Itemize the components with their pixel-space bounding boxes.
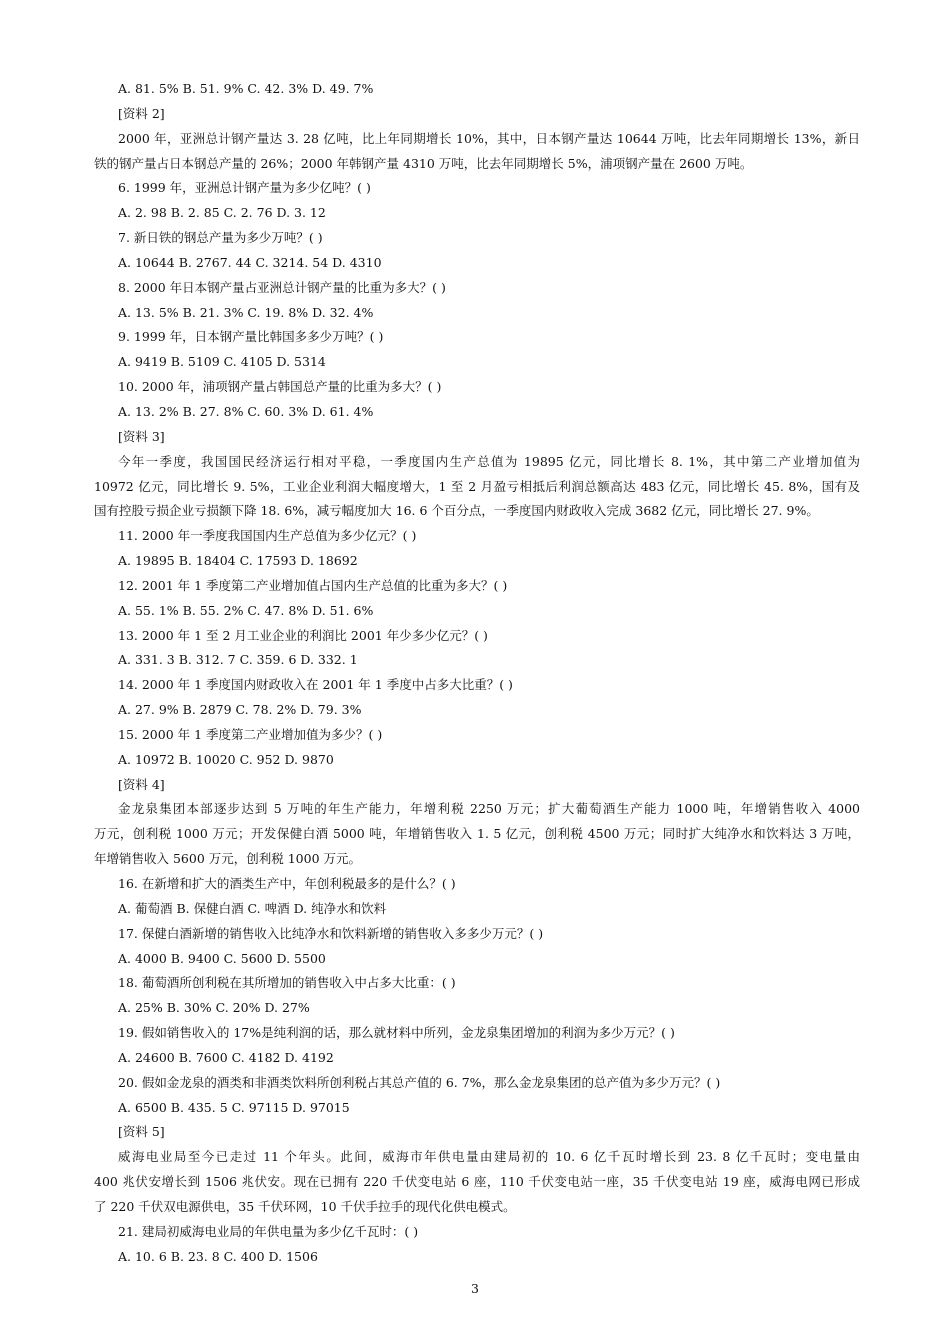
question: 21. 建局初威海电业局的年供电量为多少亿千瓦时：( ) xyxy=(118,1223,419,1239)
answer-options: A. 13. 5% B. 21. 3% C. 19. 8% D. 32. 4% xyxy=(118,304,374,320)
paragraph-line: 了 220 千伏双电源供电，35 千伏环网，10 千伏手拉手的现代化供电模式。 xyxy=(94,1198,516,1214)
answer-options: A. 6500 B. 435. 5 C. 97115 D. 97015 xyxy=(118,1099,350,1115)
question: 16. 在新增和扩大的酒类生产中，年创利税最多的是什么？( ) xyxy=(118,876,456,891)
answer-options: A. 4000 B. 9400 C. 5600 D. 5500 xyxy=(118,950,326,966)
question: 7. 新日铁的钢总产量为多少万吨？( ) xyxy=(118,230,323,246)
question: 20. 假如金龙泉的酒类和非酒类饮料所创利税占其总产值的 6. 7%，那么金龙泉集团的总产值为多少万元？( ) xyxy=(118,1074,721,1090)
material-paragraph xyxy=(94,797,860,872)
material-paragraph xyxy=(94,450,860,525)
paragraph-line: 铁的钢产量占日本钢总产量的 26%；2000 年韩钢产量 4310 万吨，比去年同期增长 5%，浦项钢产量在 2600 万吨。 xyxy=(94,155,753,171)
paragraph-line: 威海电业局至今已走过 11 个年头。此间，威海市年供电量由建局初的 10. 6 亿千瓦时增长到 23. 8 亿千瓦时；变电量由 xyxy=(118,1149,860,1165)
question: 8. 2000 年日本钢产量占亚洲总计钢产量的比重为多大？( ) xyxy=(118,279,446,295)
question: 6. 1999 年，亚洲总计钢产量为多少亿吨？( ) xyxy=(118,180,371,196)
question: 12. 2001 年 1 季度第二产业增加值占国内生产总值的比重为多大？( ) xyxy=(118,577,508,593)
question: 17. 保健白酒新增的销售收入比纯净水和饮料新增的销售收入多多少万元？( ) xyxy=(118,925,544,941)
question: 18. 葡萄酒所创利税在其所增加的销售收入中占多大比重：( ) xyxy=(118,975,456,991)
answer-options: A. 10972 B. 10020 C. 952 D. 9870 xyxy=(118,751,334,767)
question: 19. 假如销售收入的 17%是纯利润的话，那么就材料中所列，金龙泉集团增加的利润为多少万元？( ) xyxy=(118,1025,675,1041)
answer-options: A. 331. 3 B. 312. 7 C. 359. 6 D. 332. 1 xyxy=(118,652,358,668)
answer-options: A. 葡萄酒 B. 保健白酒 C. 啤酒 D. 纯净水和饮料 xyxy=(118,900,387,916)
question: 11. 2000 年一季度我国国内生产总值为多少亿元？( ) xyxy=(118,528,417,544)
material-paragraph xyxy=(94,127,860,177)
section-heading: [资料 5] xyxy=(118,1124,165,1140)
answer-options: A. 24600 B. 7600 C. 4182 D. 4192 xyxy=(118,1049,334,1065)
answer-options: A. 25% B. 30% C. 20% D. 27% xyxy=(118,1000,310,1016)
answer-options: A. 10. 6 B. 23. 8 C. 400 D. 1506 xyxy=(118,1248,318,1264)
answer-options: A. 27. 9% B. 2879 C. 78. 2% D. 79. 3% xyxy=(118,702,362,718)
answer-options: A. 10644 B. 2767. 44 C. 3214. 54 D. 4310 xyxy=(118,254,382,270)
question: 15. 2000 年 1 季度第二产业增加值为多少？( ) xyxy=(118,726,383,742)
question: 13. 2000 年 1 至 2 月工业企业的利润比 2001 年少多少亿元？( ) xyxy=(118,627,488,643)
section-heading: [资料 2] xyxy=(118,105,165,121)
material-paragraph xyxy=(94,1145,860,1220)
question: 9. 1999 年，日本钢产量比韩国多多少万吨？( ) xyxy=(118,329,384,345)
answer-options: A. 19895 B. 18404 C. 17593 D. 18692 xyxy=(118,553,358,569)
paragraph-line: 国有控股亏损企业亏损额下降 18. 6%，减亏幅度加大 16. 6 个百分点，一季度国内财政收入完成 3682 亿元，同比增长 27. 9%。 xyxy=(94,503,819,519)
section-heading: [资料 3] xyxy=(118,428,165,444)
answer-options: A. 55. 1% B. 55. 2% C. 47. 8% D. 51. 6% xyxy=(118,602,374,618)
paragraph-line: 年增销售收入 5600 万元，创利税 1000 万元。 xyxy=(94,851,362,867)
answer-options: A. 81. 5% B. 51. 9% C. 42. 3% D. 49. 7% xyxy=(118,81,374,96)
page-content xyxy=(94,77,860,1270)
paragraph-line: 2000 年，亚洲总计钢产量达 3. 28 亿吨，比上年同期增长 10%，其中，日本钢产量达 10644 万吨，比去年同期增长 13%，新日 xyxy=(118,130,860,146)
paragraph-line: 今年一季度，我国国民经济运行相对平稳，一季度国内生产总值为 19895 亿元，同比增长 8. 1%，其中第二产业增加值为 xyxy=(118,453,860,469)
paragraph-line: 金龙泉集团本部逐步达到 5 万吨的年生产能力，年增利税 2250 万元；扩大葡萄酒生产能力 1000 吨，年增销售收入 4000 xyxy=(118,801,860,817)
question: 10. 2000 年，浦项钢产量占韩国总产量的比重为多大？( ) xyxy=(118,379,442,395)
paragraph-line: 400 兆伏安增长到 1506 兆伏安。现在已拥有 220 千伏变电站 6 座，110 千伏变电站一座，35 千伏变电站 19 座，威海电网已形成 xyxy=(94,1174,860,1190)
answer-options: A. 9419 B. 5109 C. 4105 D. 5314 xyxy=(118,354,326,370)
page-number: 3 xyxy=(471,1281,479,1296)
answer-options: A. 13. 2% B. 27. 8% C. 60. 3% D. 61. 4% xyxy=(118,403,374,419)
paragraph-line: 万元，创利税 1000 万元；开发保健白酒 5000 吨，年增销售收入 1. 5 亿元，创利税 4500 万元；同时扩大纯净水和饮料达 3 万吨， xyxy=(94,826,860,842)
paragraph-line: 10972 亿元，同比增长 9. 5%，工业企业利润大幅度增大，1 至 2 月盈亏相抵后利润总额高达 483 亿元，同比增长 45. 8%，国有及 xyxy=(94,478,860,494)
section-heading: [资料 4] xyxy=(118,776,165,792)
answer-options: A. 2. 98 B. 2. 85 C. 2. 76 D. 3. 12 xyxy=(118,205,326,221)
question: 14. 2000 年 1 季度国内财政收入在 2001 年 1 季度中占多大比重？( ) xyxy=(118,677,513,693)
